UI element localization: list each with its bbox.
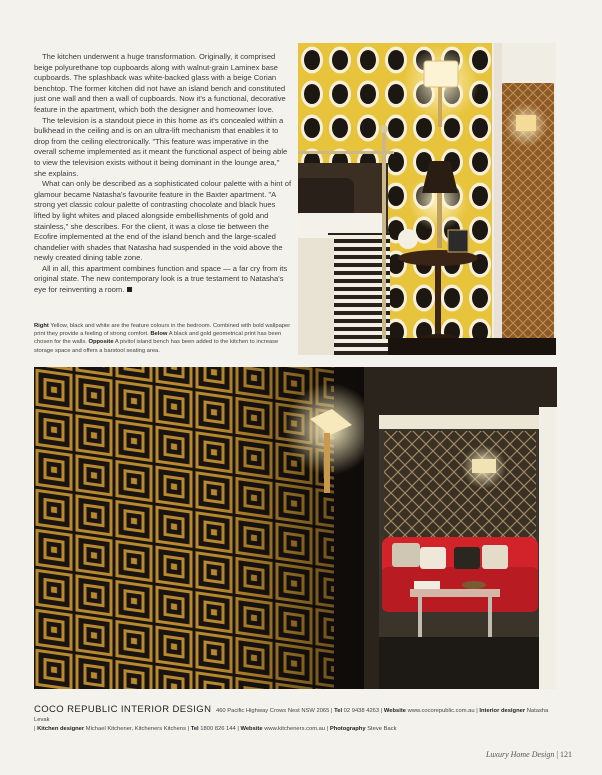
- footer-divider: |: [554, 750, 560, 759]
- hallway-lounge-photo: [34, 367, 557, 689]
- firm-address: 460 Pacific Highway Crows Nest NSW 2065 |: [214, 708, 335, 714]
- tel-label: Tel: [334, 708, 343, 714]
- page-footer: [486, 750, 572, 759]
- kitchen-designer-name: Michael Kitchener, Kitcheners Kitchens |: [84, 726, 191, 732]
- design-firm-name: COCO REPUBLIC INTERIOR DESIGN: [34, 704, 212, 715]
- magazine-name: Luxury Home Design: [485, 750, 555, 759]
- interior-designer-name: Natasha Levak: [34, 708, 549, 723]
- interior-designer-label: Interior designer: [479, 708, 526, 714]
- caption-below-label: Below: [150, 331, 168, 338]
- photographer-name: Steve Back: [365, 726, 397, 732]
- kitchen-tel: 1800 826 144 |: [198, 726, 241, 732]
- bedroom-photo: [298, 43, 556, 355]
- caption-below-text: A black and gold geometrical print has been chosen for the walls.: [34, 331, 282, 346]
- article-body: [34, 52, 292, 296]
- caption-right-label: Right: [34, 323, 49, 329]
- photography-label: Photography: [329, 726, 366, 732]
- paragraph-4-text: All in all, this apartment combines function and space — a far cry from its original state. The new contemporary look is a true testament to Natasha's eye for reinventing a room.: [34, 263, 288, 295]
- website-label: Website: [383, 708, 406, 714]
- firm-tel: 02 9438 4263 |: [342, 708, 384, 714]
- credits-block: [34, 705, 564, 734]
- paragraph-4: [34, 264, 292, 296]
- hallway-photo-illustration: [34, 367, 557, 689]
- kitchen-website: www.kitcheners.com.au |: [262, 726, 330, 732]
- kitchen-website-label: Website: [240, 726, 263, 732]
- paragraph-1: The kitchen underwent a huge transformation. Originally, it comprised beige polyurethane top cupboards along with walnut-grain Laminex base cupboards. The splashback was white-backed glass with a beige Corian benchtop. The former kitchen did not have an island bench and constituted just one wall and then a wall of cupboards. Now it's a functional, decorative feature in the apartment, which both the designer and homeowner love.: [34, 52, 286, 114]
- paragraph-3: What can only be described as a sophisticated colour palette with a hint of glamour became Natasha's favourite feature in the Baxter apartment. "A strong yet classic colour palette of contrasting chocolate and black hues lifted by light whites and placed alongside embellishments of gold and stainless," she describes. For the client, it was a close tie between the Ecofire implemented at the end of the island bench and the large-scaled chandelier with shades that Natasha had suspended in the void above the newly created dining table zone.: [34, 179, 292, 263]
- photo-caption: [34, 322, 296, 355]
- caption-opposite-text: A pivitol island bench has been added to the kitchen to increase storage space and offers a barstool seating area.: [34, 339, 279, 354]
- firm-website: www.cocorepublic.com.au |: [406, 708, 480, 714]
- credits-separator: |: [34, 726, 38, 732]
- kitchen-tel-label: Tel: [190, 726, 199, 732]
- end-of-article-mark: [127, 287, 132, 292]
- kitchen-designer-label: Kitchen designer: [37, 726, 85, 732]
- paragraph-2: The television is a standout piece in this home as it's concealed within a bulkhead in the ceiling and is on an ultra-lift mechanism that enables it to drop from the ceiling electronically. "This feature was imperative in the overall scheme implemented as it meant the functional aspect of being able to view the television exists without it being dominant in the lounge area," she explains.: [34, 115, 288, 178]
- bedroom-photo-illustration: [298, 43, 556, 355]
- caption-opposite-label: Opposite: [88, 339, 114, 346]
- caption-right-text: Yellow, black and white are the feature colours in the bedroom. Combined with bold wallpaper print they provide a feeling of strong comfort.: [34, 323, 291, 338]
- page-number: 121: [560, 750, 572, 759]
